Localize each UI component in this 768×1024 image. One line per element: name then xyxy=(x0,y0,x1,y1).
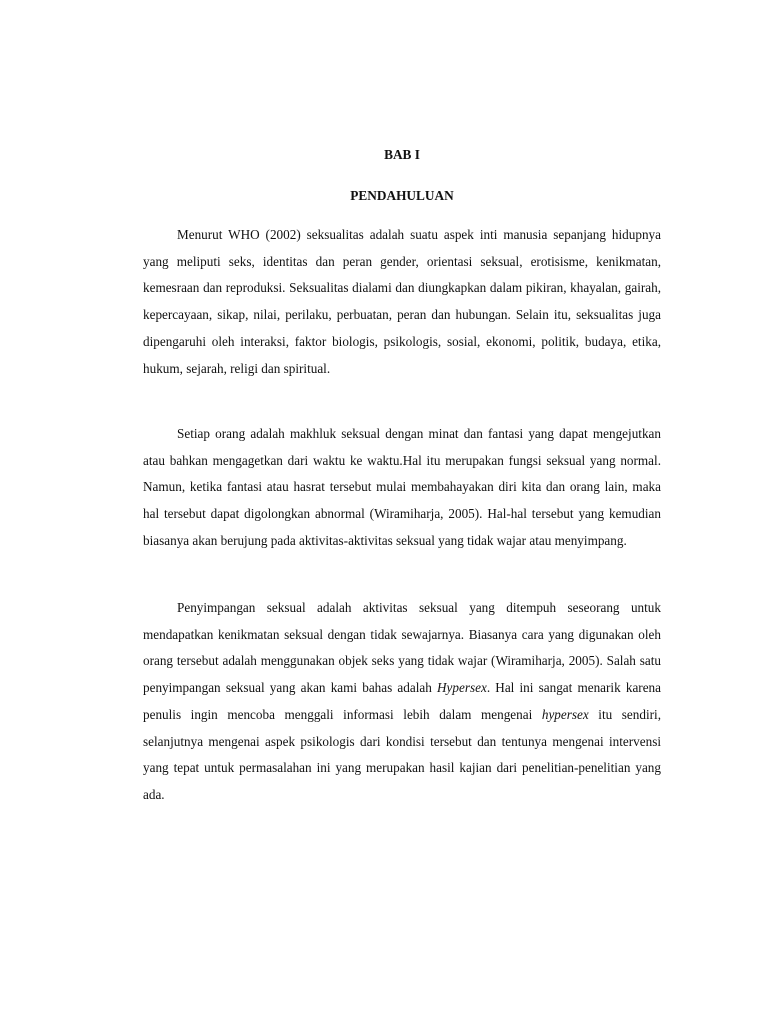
paragraph-3-text-a: Penyimpangan seksual adalah aktivitas seksual yang ditempuh seseorang untuk mendapatkan kenikmatan seksual dengan tidak sewajarnya. Biasanya cara yang digunakan oleh orang tersebut adalah menggunakan objek seks yang tidak wajar (Wiramiharja, 2005). Salah satu penyimpangan seksual yang akan kami bahas adalah xyxy=(143,600,661,696)
paragraph-3-italic-term-b: hypersex xyxy=(541,706,589,722)
paragraph-3-text-c: itu sendiri, selanjutnya mengenai aspek psikologis dari kondisi tersebut dan tentunya mengenai intervensi yang tepat untuk permasalahan ini yang merupakan hasil kajian dari penelitian-penelitian yang ada. xyxy=(143,706,661,802)
paragraph-3 xyxy=(143,595,661,809)
paragraph-3-italic-term-a: Hypersex xyxy=(437,680,487,696)
chapter-title: PENDAHULUAN xyxy=(350,188,454,203)
chapter-heading: BAB I xyxy=(384,147,420,162)
paragraph-1: Menurut WHO (2002) seksualitas adalah suatu aspek inti manusia sepanjang hidupnya yang meliputi seks, identitas dan peran gender, orientasi seksual, erotisisme, kenikmatan, kemesraan dan reproduksi. Seksualitas dialami dan diungkapkan dalam pikiran, khayalan, gairah, kepercayaan, sikap, nilai, perilaku, perbuatan, peran dan hubungan. Selain itu, seksualitas juga dipengaruhi oleh interaksi, faktor biologis, psikologis, sosial, ekonomi, politik, budaya, etika, hukum, sejarah, religi dan spiritual. xyxy=(143,227,661,376)
paragraph-2: Setiap orang adalah makhluk seksual dengan minat dan fantasi yang dapat mengejutkan atau bahkan mengagetkan dari waktu ke waktu.Hal itu merupakan fungsi seksual yang normal. Namun, ketika fantasi atau hasrat tersebut mulai membahayakan diri kita dan orang lain, maka hal tersebut dapat digolongkan abnormal (Wiramiharja, 2005). Hal-hal tersebut yang kemudian biasanya akan berujung pada aktivitas-aktivitas seksual yang tidak wajar atau menyimpang. xyxy=(143,426,661,548)
paragraph-3-text-b: . Hal ini sangat menarik karena penulis ingin mencoba menggali informasi lebih dalam mengenai xyxy=(143,680,662,722)
